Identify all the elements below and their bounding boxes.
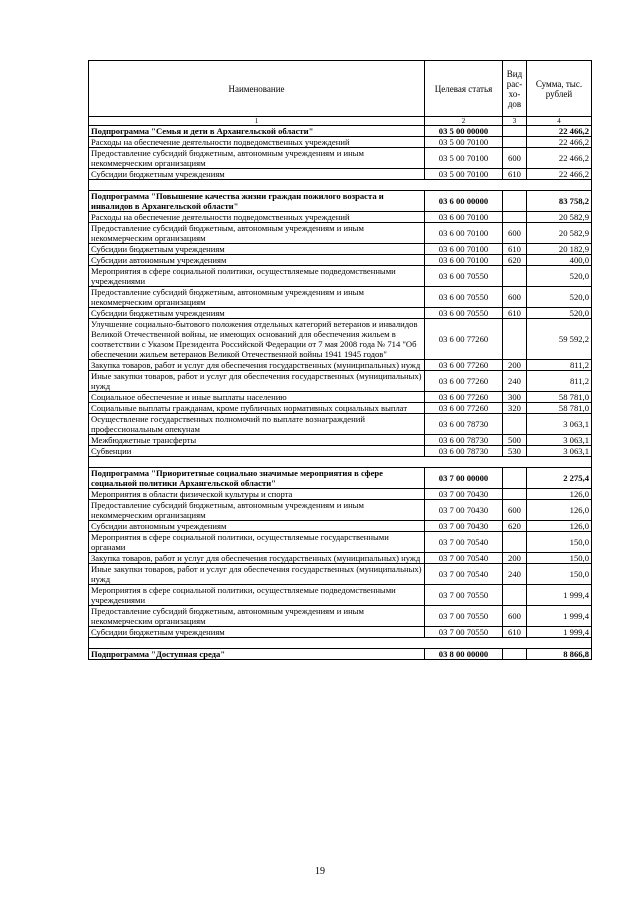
row-sum: 20 582,9	[527, 212, 592, 223]
row-target-code: 03 7 00 70550	[425, 627, 503, 638]
table-row	[89, 169, 592, 180]
row-target-code: 03 6 00 70550	[425, 266, 503, 287]
row-name: Мероприятия в сфере социальной политики, осуществляемые государственными органами	[89, 532, 425, 553]
row-sum: 520,0	[527, 287, 592, 308]
row-expense-type	[503, 468, 527, 489]
row-sum: 22 466,2	[527, 148, 592, 169]
row-name: Субсидии автономным учреждениям	[89, 521, 425, 532]
row-name: Социальные выплаты гражданам, кроме публичных нормативных социальных выплат	[89, 403, 425, 414]
row-sum: 20 182,9	[527, 244, 592, 255]
table-row	[89, 585, 592, 606]
row-expense-type: 240	[503, 564, 527, 585]
row-target-code: 03 6 00 70550	[425, 308, 503, 319]
row-expense-type: 600	[503, 223, 527, 244]
row-expense-type	[503, 126, 527, 137]
row-expense-type: 620	[503, 255, 527, 266]
row-target-code: 03 6 00 70100	[425, 255, 503, 266]
row-target-code: 03 6 00 78730	[425, 435, 503, 446]
table-row	[89, 564, 592, 585]
row-target-code: 03 6 00 70100	[425, 212, 503, 223]
row-sum: 58 781,0	[527, 403, 592, 414]
row-target-code: 03 7 00 70540	[425, 564, 503, 585]
table-row	[89, 627, 592, 638]
table-row	[89, 532, 592, 553]
table-row	[89, 435, 592, 446]
row-expense-type	[503, 585, 527, 606]
row-target-code: 03 7 00 70430	[425, 489, 503, 500]
row-expense-type	[503, 414, 527, 435]
table-row	[89, 212, 592, 223]
row-name: Предоставление субсидий бюджетным, автономным учреждениям и иным некоммерческим организациям	[89, 223, 425, 244]
row-expense-type: 600	[503, 500, 527, 521]
table-row	[89, 553, 592, 564]
row-sum: 58 781,0	[527, 392, 592, 403]
row-expense-type	[503, 191, 527, 212]
col-index: 3	[503, 117, 527, 126]
row-name: Предоставление субсидий бюджетным, автономным учреждениям и иным некоммерческим организациям	[89, 606, 425, 627]
row-target-code: 03 8 00 00000	[425, 649, 503, 660]
table-row	[89, 266, 592, 287]
row-expense-type: 600	[503, 606, 527, 627]
row-expense-type	[503, 137, 527, 148]
row-target-code: 03 6 00 00000	[425, 191, 503, 212]
row-target-code: 03 7 00 00000	[425, 468, 503, 489]
table-row	[89, 403, 592, 414]
spacer-row	[89, 638, 592, 649]
subprogram-row	[89, 468, 592, 489]
row-expense-type: 530	[503, 446, 527, 457]
row-sum: 150,0	[527, 553, 592, 564]
row-expense-type: 300	[503, 392, 527, 403]
row-expense-type	[503, 266, 527, 287]
spacer-row	[89, 457, 592, 468]
col-index: 4	[527, 117, 592, 126]
row-name: Субсидии бюджетным учреждениям	[89, 169, 425, 180]
row-target-code: 03 6 00 77260	[425, 403, 503, 414]
row-sum: 150,0	[527, 564, 592, 585]
row-expense-type: 610	[503, 169, 527, 180]
spacer-cell	[89, 638, 592, 649]
row-target-code: 03 6 00 78730	[425, 414, 503, 435]
row-target-code: 03 6 00 70100	[425, 223, 503, 244]
row-target-code: 03 7 00 70550	[425, 585, 503, 606]
column-index-row	[89, 117, 592, 126]
row-target-code: 03 6 00 77260	[425, 392, 503, 403]
row-expense-type: 620	[503, 521, 527, 532]
row-name: Закупка товаров, работ и услуг для обеспечения государственных (муниципальных) нужд	[89, 553, 425, 564]
row-target-code: 03 6 00 70550	[425, 287, 503, 308]
row-sum: 8 866,8	[527, 649, 592, 660]
row-name: Расходы на обеспечение деятельности подведомственных учреждений	[89, 212, 425, 223]
row-expense-type: 200	[503, 553, 527, 564]
row-sum: 2 275,4	[527, 468, 592, 489]
table-row	[89, 489, 592, 500]
row-name: Субсидии бюджетным учреждениям	[89, 627, 425, 638]
row-expense-type	[503, 532, 527, 553]
row-expense-type	[503, 649, 527, 660]
row-sum: 520,0	[527, 266, 592, 287]
header-sum: Сумма, тыс. рублей	[527, 61, 592, 117]
table-row	[89, 371, 592, 392]
header-expense-type: Вид рас-хо-дов	[503, 61, 527, 117]
row-name: Предоставление субсидий бюджетным, автономным учреждениям и иным некоммерческим организациям	[89, 148, 425, 169]
subprogram-row	[89, 649, 592, 660]
spacer-cell	[89, 180, 592, 191]
table-row	[89, 223, 592, 244]
row-name: Закупка товаров, работ и услуг для обеспечения государственных (муниципальных) нужд	[89, 360, 425, 371]
table-row	[89, 360, 592, 371]
row-sum: 59 592,2	[527, 319, 592, 360]
row-sum: 126,0	[527, 489, 592, 500]
row-name: Межбюджетные трансферты	[89, 435, 425, 446]
row-sum: 811,2	[527, 360, 592, 371]
budget-document	[88, 60, 591, 660]
row-name: Субсидии бюджетным учреждениям	[89, 308, 425, 319]
budget-table	[88, 60, 592, 660]
row-expense-type: 240	[503, 371, 527, 392]
page-number: 19	[315, 866, 325, 877]
row-expense-type: 600	[503, 287, 527, 308]
row-target-code: 03 6 00 77260	[425, 360, 503, 371]
table-row	[89, 392, 592, 403]
row-expense-type: 200	[503, 360, 527, 371]
col-index: 2	[425, 117, 503, 126]
table-row	[89, 414, 592, 435]
row-name: Субсидии автономным учреждениям	[89, 255, 425, 266]
row-name: Расходы на обеспечение деятельности подведомственных учреждений	[89, 137, 425, 148]
row-sum: 22 466,2	[527, 126, 592, 137]
row-expense-type: 610	[503, 308, 527, 319]
table-row	[89, 319, 592, 360]
row-sum: 1 999,4	[527, 585, 592, 606]
row-name: Осуществление государственных полномочий по выплате вознаграждений профессиональным опекунам	[89, 414, 425, 435]
row-sum: 1 999,4	[527, 606, 592, 627]
row-name: Социальное обеспечение и иные выплаты населению	[89, 392, 425, 403]
row-target-code: 03 7 00 70430	[425, 521, 503, 532]
row-sum: 3 063,1	[527, 414, 592, 435]
row-name: Предоставление субсидий бюджетным, автономным учреждениям и иным некоммерческим организациям	[89, 287, 425, 308]
row-name: Подпрограмма "Приоритетные социально значимые мероприятия в сфере социальной политики Архангельской области"	[89, 468, 425, 489]
table-row	[89, 287, 592, 308]
row-name: Улучшение социально-бытового положения отдельных категорий ветеранов и инвалидов Великой Отечественной войны, не имеющих оснований для обеспечения жильем в соответствии с Указом Президента Российской Федерации от 7 мая 2008 года № 714 "Об обеспечении жильем ветеранов Великой Отечественной войны 1941 1945 годов"	[89, 319, 425, 360]
table-body	[89, 117, 592, 660]
row-sum: 22 466,2	[527, 169, 592, 180]
row-name: Мероприятия в сфере социальной политики, осуществляемые подведомственными учреждениями	[89, 266, 425, 287]
row-expense-type: 320	[503, 403, 527, 414]
row-name: Мероприятия в сфере социальной политики, осуществляемые подведомственными учреждениями	[89, 585, 425, 606]
table-row	[89, 500, 592, 521]
row-expense-type: 610	[503, 627, 527, 638]
table-row	[89, 244, 592, 255]
row-name: Подпрограмма "Семья и дети в Архангельской области"	[89, 126, 425, 137]
row-sum: 83 758,2	[527, 191, 592, 212]
table-row	[89, 148, 592, 169]
row-target-code: 03 6 00 70100	[425, 244, 503, 255]
col-index: 1	[89, 117, 425, 126]
spacer-cell	[89, 457, 592, 468]
header-target: Целевая статья	[425, 61, 503, 117]
row-sum: 3 063,1	[527, 446, 592, 457]
row-sum: 126,0	[527, 500, 592, 521]
row-sum: 400,0	[527, 255, 592, 266]
row-sum: 150,0	[527, 532, 592, 553]
row-name: Предоставление субсидий бюджетным, автономным учреждениям и иным некоммерческим организациям	[89, 500, 425, 521]
table-row	[89, 255, 592, 266]
row-target-code: 03 7 00 70540	[425, 553, 503, 564]
row-sum: 811,2	[527, 371, 592, 392]
row-expense-type: 600	[503, 148, 527, 169]
row-expense-type: 500	[503, 435, 527, 446]
row-target-code: 03 6 00 77260	[425, 371, 503, 392]
row-expense-type	[503, 319, 527, 360]
row-sum: 22 466,2	[527, 137, 592, 148]
row-target-code: 03 5 00 70100	[425, 169, 503, 180]
row-sum: 520,0	[527, 308, 592, 319]
spacer-row	[89, 180, 592, 191]
row-target-code: 03 5 00 70100	[425, 137, 503, 148]
row-target-code: 03 5 00 00000	[425, 126, 503, 137]
table-row	[89, 308, 592, 319]
table-row	[89, 446, 592, 457]
row-name: Иные закупки товаров, работ и услуг для обеспечения государственных (муниципальных) нужд	[89, 371, 425, 392]
row-name: Мероприятия в области физической культуры и спорта	[89, 489, 425, 500]
row-expense-type	[503, 212, 527, 223]
row-target-code: 03 7 00 70430	[425, 500, 503, 521]
table-row	[89, 137, 592, 148]
row-name: Подпрограмма "Доступная среда"	[89, 649, 425, 660]
row-sum: 126,0	[527, 521, 592, 532]
row-target-code: 03 6 00 78730	[425, 446, 503, 457]
subprogram-row	[89, 126, 592, 137]
table-header	[89, 61, 592, 117]
table-row	[89, 606, 592, 627]
row-target-code: 03 6 00 77260	[425, 319, 503, 360]
row-target-code: 03 7 00 70550	[425, 606, 503, 627]
table-row	[89, 521, 592, 532]
row-name: Иные закупки товаров, работ и услуг для обеспечения государственных (муниципальных) нужд	[89, 564, 425, 585]
row-name: Субвенции	[89, 446, 425, 457]
row-sum: 20 582,9	[527, 223, 592, 244]
subprogram-row	[89, 191, 592, 212]
row-target-code: 03 7 00 70540	[425, 532, 503, 553]
row-sum: 1 999,4	[527, 627, 592, 638]
row-target-code: 03 5 00 70100	[425, 148, 503, 169]
row-name: Субсидии бюджетным учреждениям	[89, 244, 425, 255]
row-expense-type: 610	[503, 244, 527, 255]
row-expense-type	[503, 489, 527, 500]
row-name: Подпрограмма "Повышение качества жизни граждан пожилого возраста и инвалидов в Архангельской области"	[89, 191, 425, 212]
row-sum: 3 063,1	[527, 435, 592, 446]
header-name: Наименование	[89, 61, 425, 117]
